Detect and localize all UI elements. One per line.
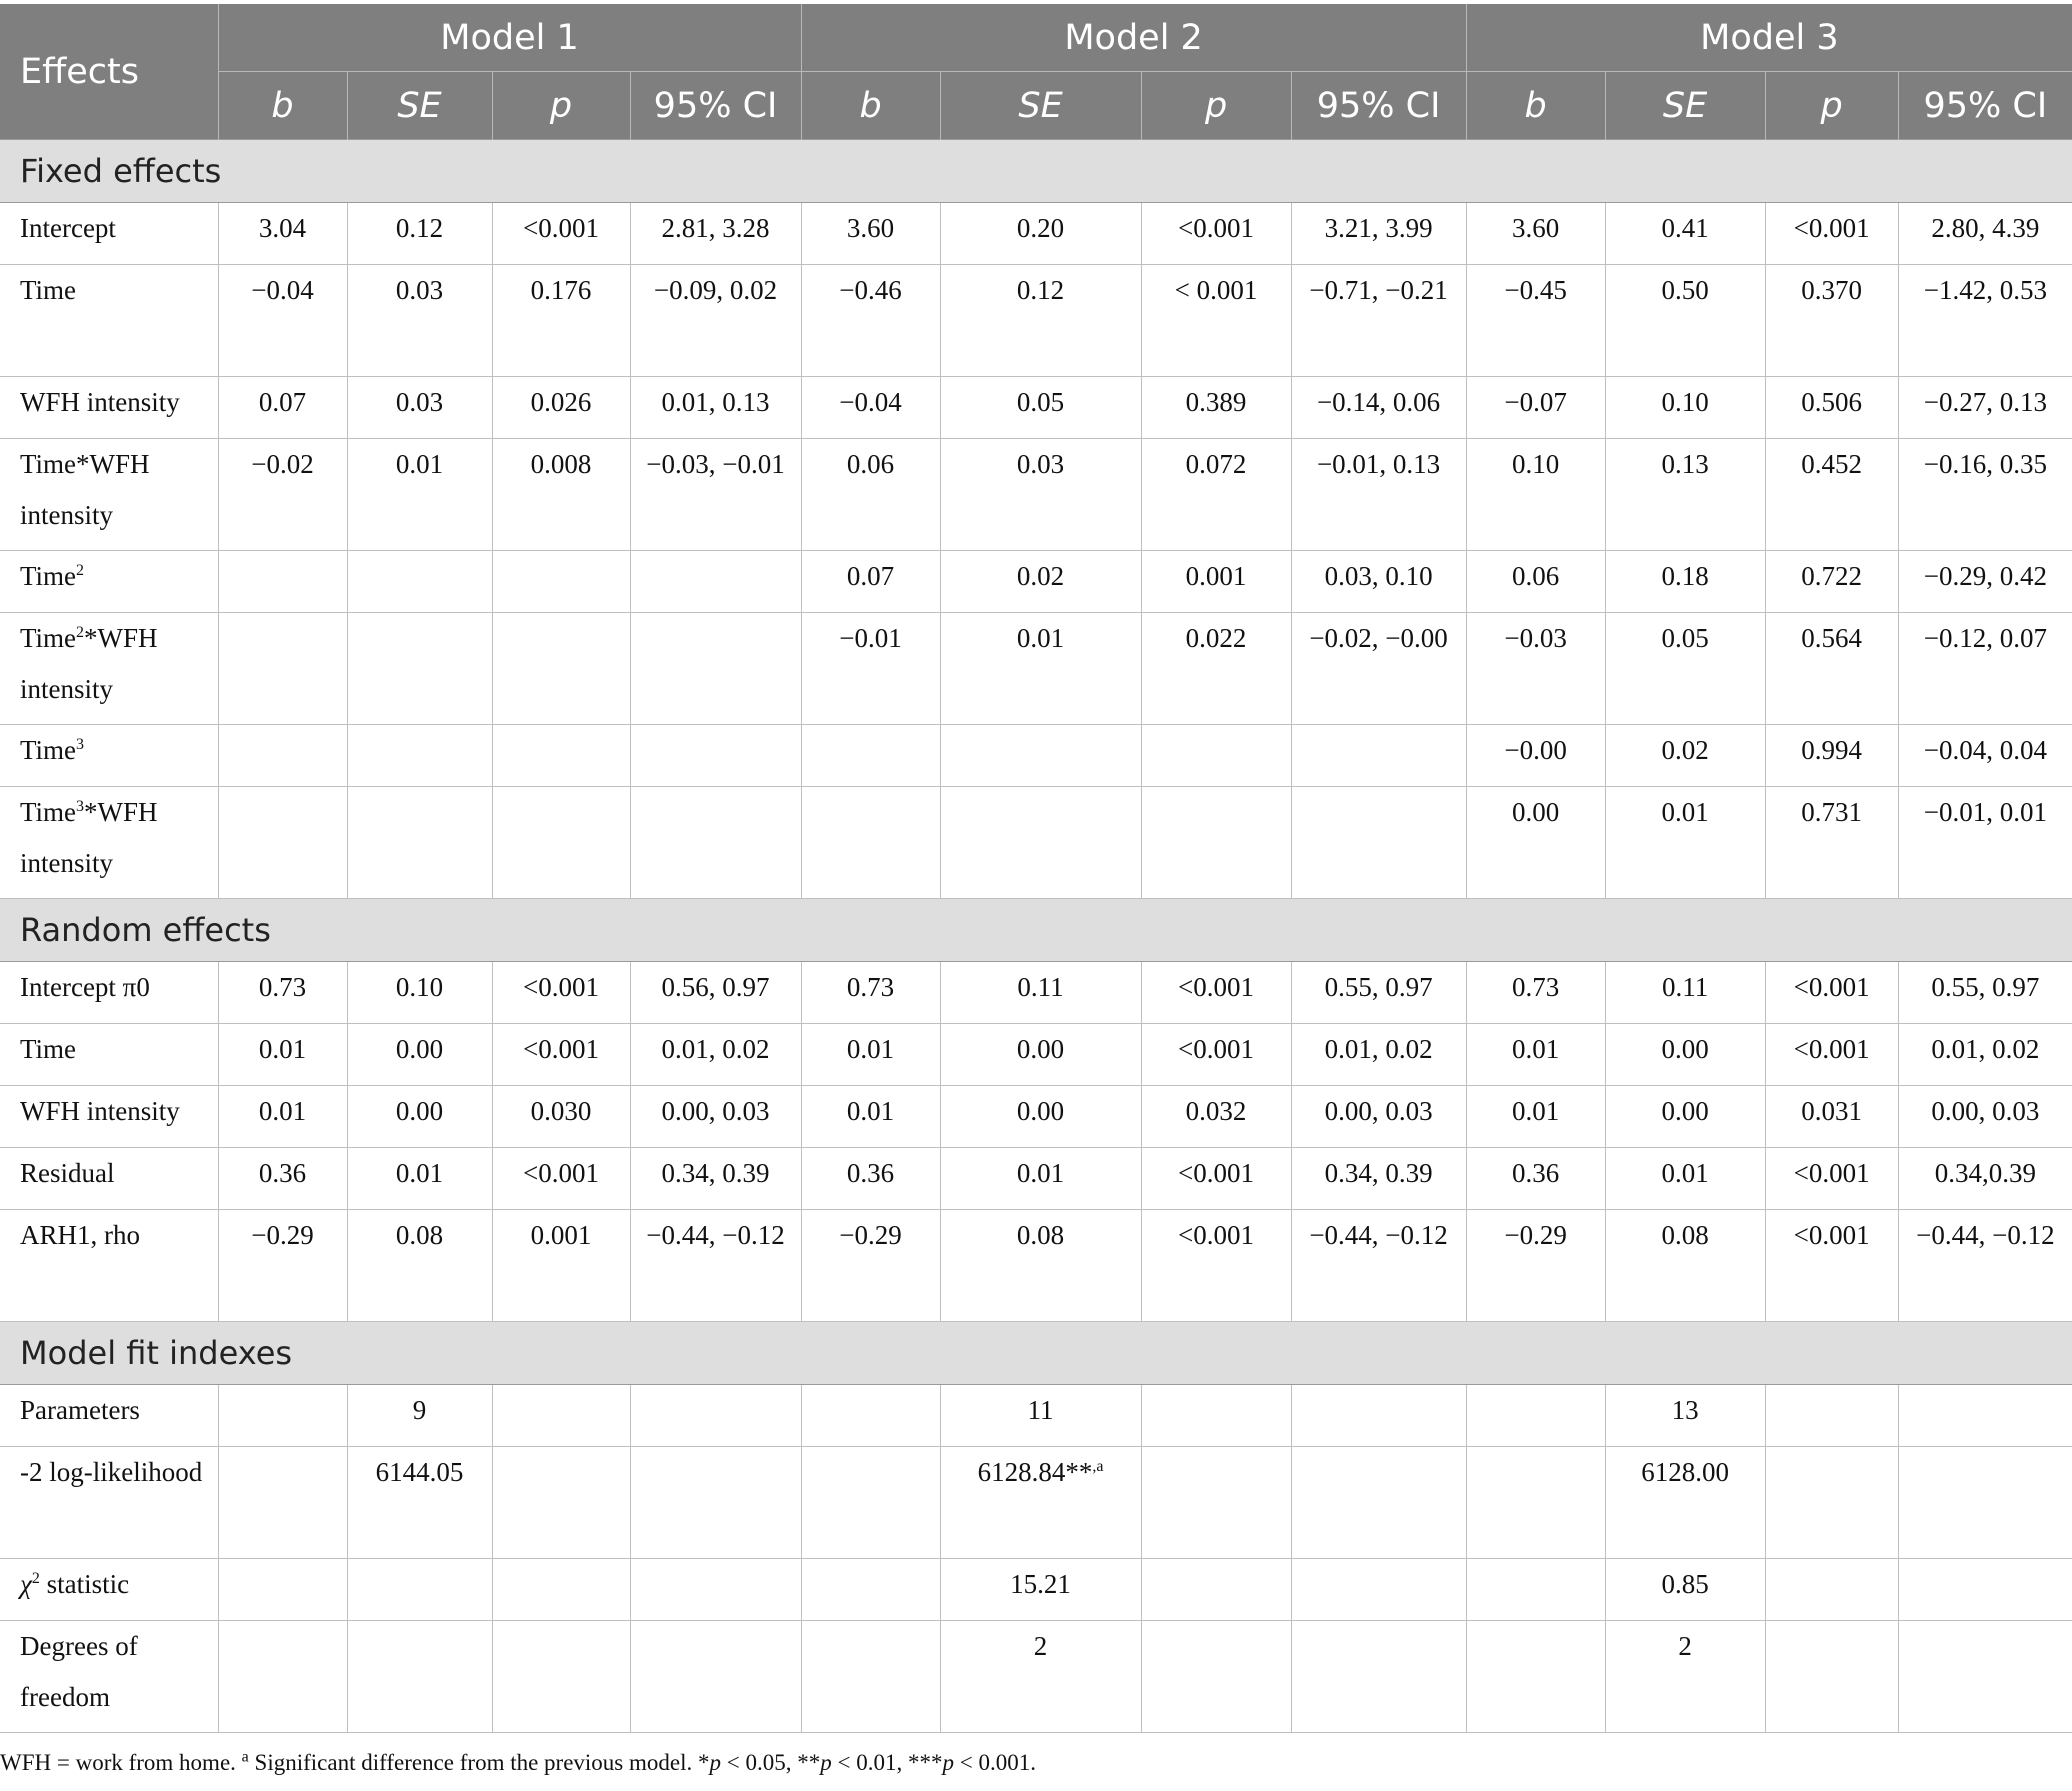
cell [630,1559,801,1621]
cell: 6128.00 [1605,1447,1765,1559]
cell: 2 [1605,1621,1765,1733]
cell: 13 [1605,1385,1765,1447]
cell: 0.10 [347,962,492,1024]
cell: 0.73 [1466,962,1605,1024]
cell: 0.12 [940,265,1141,377]
cell [218,551,347,613]
cell: 0.34,0.39 [1898,1148,2072,1210]
header-row-stats [0,72,2072,140]
cell: −0.45 [1466,265,1605,377]
cell: 0.08 [1605,1210,1765,1322]
cell: 0.00 [1605,1086,1765,1148]
cell: −0.12, 0.07 [1898,613,2072,725]
cell: −0.27, 0.13 [1898,377,2072,439]
cell [1291,725,1466,787]
row-arh1-rho [0,1210,2072,1322]
cell: 0.032 [1141,1086,1291,1148]
cell: 0.05 [1605,613,1765,725]
row-label [0,613,218,725]
cell: <0.001 [1765,1148,1898,1210]
cell: −0.44, −0.12 [1898,1210,2072,1322]
col-se: SE [940,72,1141,140]
cell: 0.00, 0.03 [630,1086,801,1148]
cell [218,1385,347,1447]
cell [1141,1447,1291,1559]
row-label: Residual [0,1148,218,1210]
cell: 0.05 [940,377,1141,439]
cell [1291,1447,1466,1559]
cell [801,1447,940,1559]
col-b: b [1466,72,1605,140]
cell [492,725,630,787]
cell [1141,1559,1291,1621]
table-container [0,4,2072,1733]
cell [218,1621,347,1733]
cell: 0.564 [1765,613,1898,725]
cell: 0.06 [1466,551,1605,613]
cell: 0.389 [1141,377,1291,439]
chi-symbol: χ [20,1569,32,1599]
footnote-text: < 0.01, *** [831,1750,943,1775]
cell [630,1447,801,1559]
section-title: Random effects [0,899,2072,962]
cell [492,1447,630,1559]
cell: −0.44, −0.12 [1291,1210,1466,1322]
cell: 0.01 [1466,1024,1605,1086]
cell [218,787,347,899]
cell [1898,1621,2072,1733]
cell [492,1621,630,1733]
model-2-header: Model 2 [801,4,1466,72]
cell: −0.04 [801,377,940,439]
col-b: b [218,72,347,140]
cell: −0.04, 0.04 [1898,725,2072,787]
cell: −0.44, −0.12 [630,1210,801,1322]
row-residual [0,1148,2072,1210]
cell: 0.07 [218,377,347,439]
row-label: -2 log-likelihood [0,1447,218,1559]
cell [347,1559,492,1621]
row-label: Time [0,265,218,377]
cell: −0.04 [218,265,347,377]
table-footnote [0,1750,1036,1776]
cell: −0.29 [218,1210,347,1322]
cell [347,725,492,787]
cell: 3.60 [801,203,940,265]
cell: <0.001 [492,962,630,1024]
footnote-text: < 0.05, ** [721,1750,821,1775]
row-label: WFH intensity [0,1086,218,1148]
cell: 0.01 [1605,1148,1765,1210]
cell: 0.722 [1765,551,1898,613]
cell [940,1447,1141,1559]
row-chi-square [0,1559,2072,1621]
cell: 0.01, 0.02 [1291,1024,1466,1086]
section-fixed-effects [0,140,2072,203]
cell: 0.00 [940,1024,1141,1086]
cell [801,1385,940,1447]
cell: 0.20 [940,203,1141,265]
cell: 0.01 [218,1024,347,1086]
cell [801,1621,940,1733]
row-label: Intercept π0 [0,962,218,1024]
cell: 0.01 [801,1086,940,1148]
cell [1141,725,1291,787]
cell: <0.001 [492,1148,630,1210]
cell: 0.10 [1605,377,1765,439]
cell: 0.01, 0.02 [630,1024,801,1086]
cell: 0.731 [1765,787,1898,899]
cell: 3.04 [218,203,347,265]
row-label [0,787,218,899]
label-text-post: *WFH intensity [20,623,158,704]
row-label [0,551,218,613]
cell [1291,1559,1466,1621]
cell: 0.01 [347,439,492,551]
section-title: Fixed effects [0,140,2072,203]
cell [1466,1385,1605,1447]
row-label: Time [0,1024,218,1086]
cell: <0.001 [1765,962,1898,1024]
cell [940,787,1141,899]
cell [801,787,940,899]
cell: 0.02 [940,551,1141,613]
row-random-wfh-intensity [0,1086,2072,1148]
label-text-post: statistic [39,1569,130,1599]
label-sup: 2 [76,562,85,579]
cell: 0.13 [1605,439,1765,551]
row-label [0,1559,218,1621]
cell: −0.29 [801,1210,940,1322]
cell [630,1621,801,1733]
row-random-intercept [0,962,2072,1024]
cell: 0.01 [1466,1086,1605,1148]
row-wfh-intensity [0,377,2072,439]
cell: −0.29 [1466,1210,1605,1322]
cell: 0.00, 0.03 [1898,1086,2072,1148]
cell: −0.29, 0.42 [1898,551,2072,613]
cell: −0.02 [218,439,347,551]
cell: 0.02 [1605,725,1765,787]
cell: 0.36 [218,1148,347,1210]
label-sup: 3 [76,798,85,815]
cell: 0.41 [1605,203,1765,265]
cell: <0.001 [492,1024,630,1086]
col-ci: 95% CI [1291,72,1466,140]
cell [218,725,347,787]
label-text: Time [20,797,77,827]
cell: 0.01 [218,1086,347,1148]
cell: 0.12 [347,203,492,265]
row-label: Degrees of freedom [0,1621,218,1733]
cell [1141,1385,1291,1447]
cell: 0.34, 0.39 [630,1148,801,1210]
cell: 0.07 [801,551,940,613]
cell: 0.01, 0.02 [1898,1024,2072,1086]
cell: 0.01 [940,613,1141,725]
row-label: WFH intensity [0,377,218,439]
cell: <0.001 [1765,203,1898,265]
section-random-effects [0,899,2072,962]
results-table [0,4,2072,1733]
footnote-p: p [820,1750,832,1775]
label-sup: 2 [31,1570,40,1587]
header-row-models [0,4,2072,72]
col-ci: 95% CI [1898,72,2072,140]
row-time-squared [0,551,2072,613]
model-1-header: Model 1 [218,4,801,72]
cell [940,725,1141,787]
cell: 2.81, 3.28 [630,203,801,265]
cell: 0.001 [1141,551,1291,613]
cell [1898,1559,2072,1621]
label-text: Time [20,735,77,765]
row-time-cubed-wfh [0,787,2072,899]
cell [1291,1621,1466,1733]
label-text: Time [20,623,77,653]
cell [218,1559,347,1621]
cell [1765,1559,1898,1621]
cell: 0.370 [1765,265,1898,377]
cell: 15.21 [940,1559,1141,1621]
cell [1466,1621,1605,1733]
row-label: Time*WFH intensity [0,439,218,551]
section-title: Model fit indexes [0,1322,2072,1385]
cell: 0.03 [347,377,492,439]
cell: 0.00 [940,1086,1141,1148]
cell: 0.506 [1765,377,1898,439]
label-sup: 3 [76,736,85,753]
cell: −0.03, −0.01 [630,439,801,551]
cell: 0.008 [492,439,630,551]
cell [347,551,492,613]
cell: −0.71, −0.21 [1291,265,1466,377]
cell: 0.55, 0.97 [1291,962,1466,1024]
cell: −0.00 [1466,725,1605,787]
cell: 3.21, 3.99 [1291,203,1466,265]
col-se: SE [347,72,492,140]
cell: <0.001 [492,203,630,265]
cell-value: 6128.84** [977,1457,1093,1487]
footnote-p: p [942,1750,954,1775]
cell [347,613,492,725]
footnote-text: < 0.001. [953,1750,1036,1775]
cell: 0.00, 0.03 [1291,1086,1466,1148]
cell: 0.072 [1141,439,1291,551]
cell: 0.06 [801,439,940,551]
cell: 6144.05 [347,1447,492,1559]
cell [801,725,940,787]
cell [630,1385,801,1447]
cell [218,613,347,725]
label-sup: 2 [76,624,85,641]
cell-sup: ,a [1092,1458,1104,1475]
cell: 0.00 [347,1024,492,1086]
cell [492,551,630,613]
cell: 0.00 [1466,787,1605,899]
row-label: ARH1, rho [0,1210,218,1322]
cell: 0.03 [347,265,492,377]
row-label [0,725,218,787]
footnote-text: Significant difference from the previous model. * [248,1750,710,1775]
cell: 0.03, 0.10 [1291,551,1466,613]
cell [492,613,630,725]
cell: 0.031 [1765,1086,1898,1148]
cell [1898,1447,2072,1559]
cell: 0.00 [347,1086,492,1148]
col-p: p [1765,72,1898,140]
cell [1466,1447,1605,1559]
cell: 0.01, 0.13 [630,377,801,439]
cell: 0.18 [1605,551,1765,613]
row-log-likelihood [0,1447,2072,1559]
cell: < 0.001 [1141,265,1291,377]
row-time-wfh-intensity [0,439,2072,551]
footnote-p: p [709,1750,721,1775]
cell [347,787,492,899]
cell: 0.01 [801,1024,940,1086]
cell: 9 [347,1385,492,1447]
cell: 0.452 [1765,439,1898,551]
row-time-cubed [0,725,2072,787]
cell [1141,787,1291,899]
cell [218,1447,347,1559]
cell: −0.14, 0.06 [1291,377,1466,439]
cell: 0.994 [1765,725,1898,787]
cell: <0.001 [1141,962,1291,1024]
cell: 11 [940,1385,1141,1447]
cell [1765,1621,1898,1733]
cell: 0.022 [1141,613,1291,725]
col-p: p [492,72,630,140]
cell: <0.001 [1141,1024,1291,1086]
cell: 0.11 [940,962,1141,1024]
cell: <0.001 [1141,1210,1291,1322]
cell: 0.01 [347,1148,492,1210]
cell: −0.01, 0.13 [1291,439,1466,551]
cell: 0.11 [1605,962,1765,1024]
row-intercept [0,203,2072,265]
cell: 0.01 [1605,787,1765,899]
label-text: Time [20,561,77,591]
cell [1765,1447,1898,1559]
cell: 0.08 [347,1210,492,1322]
cell: 0.73 [801,962,940,1024]
cell: 0.36 [1466,1148,1605,1210]
cell: 0.56, 0.97 [630,962,801,1024]
cell: 2.80, 4.39 [1898,203,2072,265]
row-time-squared-wfh [0,613,2072,725]
cell: −0.09, 0.02 [630,265,801,377]
cell: 0.026 [492,377,630,439]
cell: −0.02, −0.00 [1291,613,1466,725]
footnote-sup: a [241,1748,249,1766]
cell: 0.34, 0.39 [1291,1148,1466,1210]
cell: −0.01 [801,613,940,725]
row-label: Parameters [0,1385,218,1447]
cell: 0.03 [940,439,1141,551]
label-text-post: *WFH intensity [20,797,158,878]
cell [1141,1621,1291,1733]
col-p: p [1141,72,1291,140]
cell [801,1559,940,1621]
cell: 0.00 [1605,1024,1765,1086]
cell: 0.10 [1466,439,1605,551]
cell: −0.01, 0.01 [1898,787,2072,899]
cell [492,1559,630,1621]
cell [630,787,801,899]
col-b: b [801,72,940,140]
cell: <0.001 [1765,1024,1898,1086]
cell [1765,1385,1898,1447]
row-label: Intercept [0,203,218,265]
cell [630,725,801,787]
cell [347,1621,492,1733]
cell: <0.001 [1141,1148,1291,1210]
cell: 0.030 [492,1086,630,1148]
row-degrees-of-freedom [0,1621,2072,1733]
cell [492,787,630,899]
cell: <0.001 [1765,1210,1898,1322]
cell: 2 [940,1621,1141,1733]
row-random-time [0,1024,2072,1086]
cell: <0.001 [1141,203,1291,265]
cell: −0.46 [801,265,940,377]
cell: 0.176 [492,265,630,377]
cell: 0.36 [801,1148,940,1210]
cell: 0.08 [940,1210,1141,1322]
cell: 0.50 [1605,265,1765,377]
effects-header: Effects [0,4,218,140]
row-time [0,265,2072,377]
cell: 3.60 [1466,203,1605,265]
cell [1291,787,1466,899]
cell: 0.73 [218,962,347,1024]
footnote-text: WFH = work from home. [0,1750,242,1775]
cell: −0.16, 0.35 [1898,439,2072,551]
cell: 0.85 [1605,1559,1765,1621]
cell: −0.07 [1466,377,1605,439]
cell [1291,1385,1466,1447]
cell [630,613,801,725]
cell: 0.55, 0.97 [1898,962,2072,1024]
cell [1898,1385,2072,1447]
cell: 0.01 [940,1148,1141,1210]
cell: −0.03 [1466,613,1605,725]
model-3-header: Model 3 [1466,4,2072,72]
col-se: SE [1605,72,1765,140]
row-parameters [0,1385,2072,1447]
cell [630,551,801,613]
cell [1466,1559,1605,1621]
col-ci: 95% CI [630,72,801,140]
cell: −1.42, 0.53 [1898,265,2072,377]
cell [492,1385,630,1447]
cell: 0.001 [492,1210,630,1322]
section-model-fit [0,1322,2072,1385]
